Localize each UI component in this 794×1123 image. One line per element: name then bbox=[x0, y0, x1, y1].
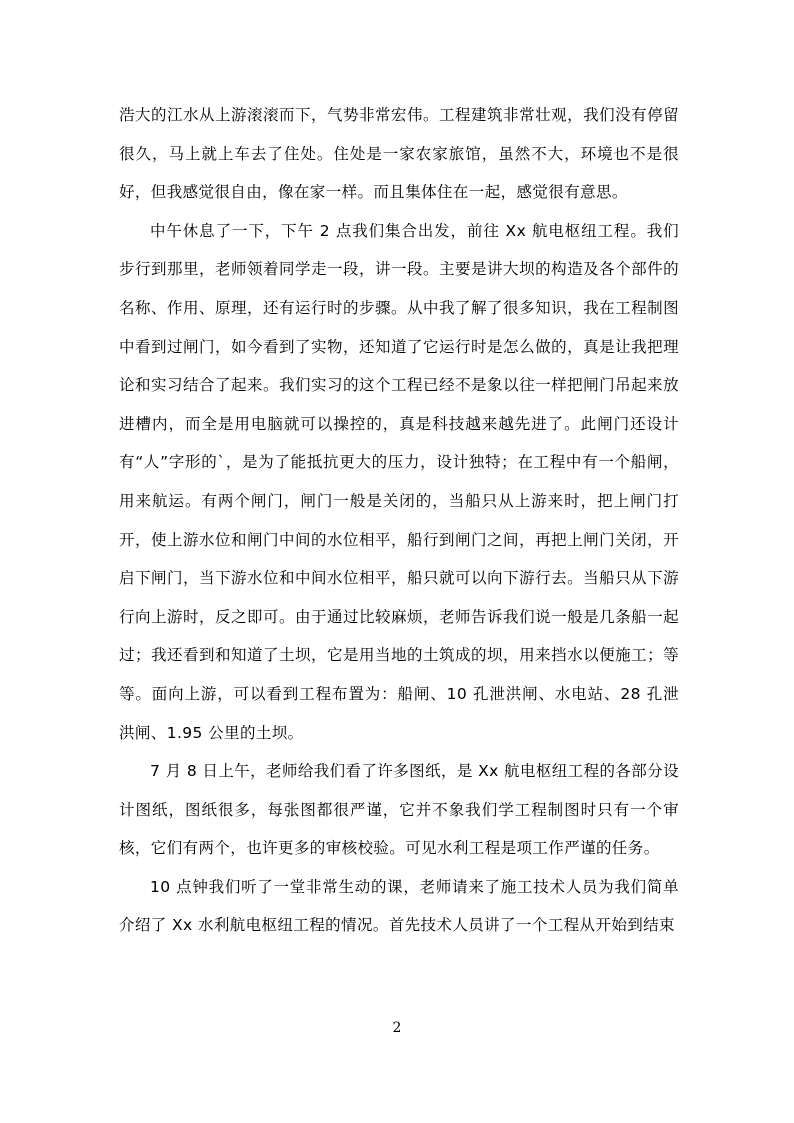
paragraph-4: 10 点钟我们听了一堂非常生动的课，老师请来了施工技术人员为我们简单介绍了 Xx 水利航电枢纽工程的情况。首先技术人员讲了一个工程从开始到结束 bbox=[119, 877, 679, 935]
page-number: 2 bbox=[392, 1020, 402, 1036]
paragraph-3: 7 月 8 日上午，老师给我们看了许多图纸，是 Xx 航电枢纽工程的各部分设计图纸，图纸很多，每张图都很严谨，它并不象我们学工程制图时只有一个审核，它们有两个，也许更多的审核校验。可见水利工程是项工作严谨的任务。 bbox=[119, 762, 679, 858]
body-text bbox=[119, 96, 679, 945]
paragraph-1: 浩大的江水从上游滚滚而下，气势非常宏伟。工程建筑非常壮观，我们没有停留很久，马上就上车去了住处。住处是一家农家旅馆，虽然不大，环境也不是很好，但我感觉很自由，像在家一样。而且集体住在一起，感觉很有意思。 bbox=[119, 106, 679, 202]
paragraph-2: 中午休息了一下，下午 2 点我们集合出发，前往 Xx 航电枢纽工程。我们步行到那里，老师领着同学走一段，讲一段。主要是讲大坝的构造及各个部件的名称、作用、原理，还有运行时的步骤。从中我了解了很多知识，我在工程制图中看到过闸门，如今看到了实物，还知道了它运行时是怎么做的，真是让我把理论和实习结合了起来。我们实习的这个工程已经不是象以往一样把闸门吊起来放进槽内，而全是用电脑就可以操控的，真是科技越来越先进了。此闸门还设计有“人”字形的`，是为了能抵抗更大的压力，设计独特；在工程中有一个船闸，用来航运。有两个闸门，闸门一般是关闭的，当船只从上游来时，把上闸门打开，使上游水位和闸门中间的水位相平，船行到闸门之间，再把上闸门关闭，开启下闸门，当下游水位和中间水位相平，船只就可以向下游行去。当船只从下游行向上游时，反之即可。由于通过比较麻烦，老师告诉我们说一般是几条船一起过；我还看到和知道了土坝，它是用当地的土筑成的坝，用来挡水以便施工；等等。面向上游，可以看到工程布置为：船闸、10 孔泄洪闸、水电站、28 孔泄洪闸、1.95 公里的土坝。 bbox=[119, 221, 679, 742]
